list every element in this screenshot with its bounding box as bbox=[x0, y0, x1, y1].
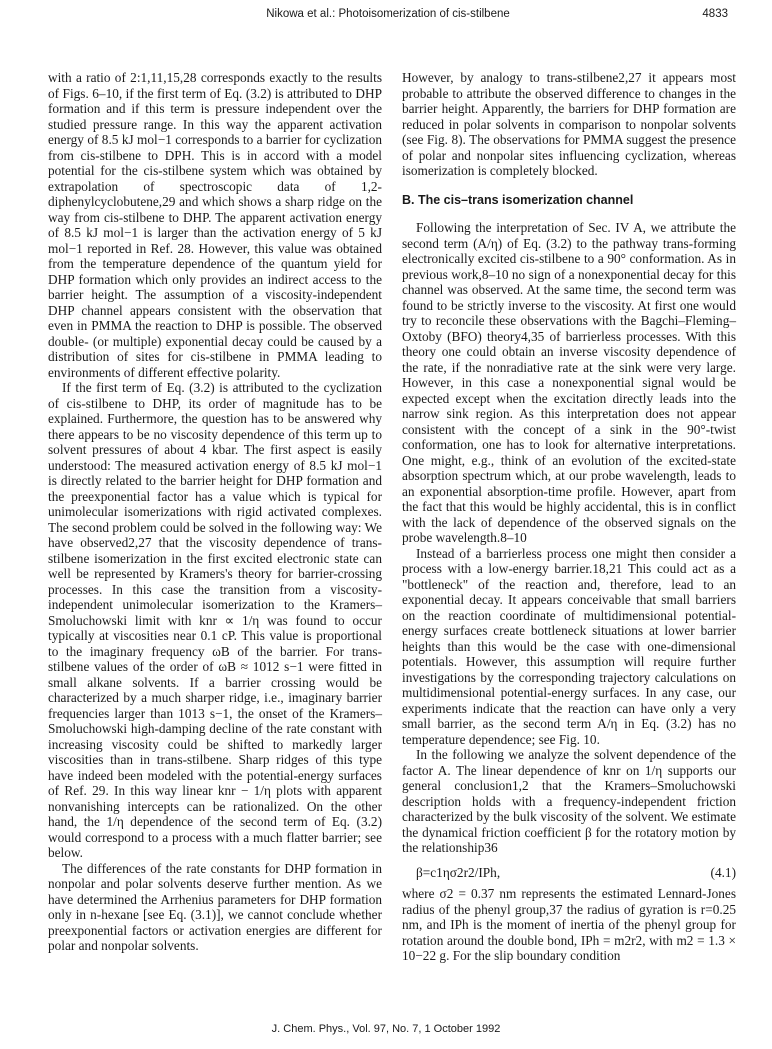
paragraph: where σ2 = 0.37 nm represents the estimated Lennard-Jones radius of the phenyl group,37 the radius of gyration is r=0.25 nm, and IPh is the moment of inertia of the phenyl group for rotation around the double bond, IPh = m2r2, with m2 = 1.3 × 10−22 g. For the slip boundary condition bbox=[402, 886, 736, 963]
paragraph: Following the interpretation of Sec. IV A, we attribute the second term (A/η) of Eq. (3.2) to the pathway trans-forming electronically excited cis-stilbene to a 90° conformation. As in previous work,8–10 no sign of a nonexponential decay for this channel was observed. At the same time, the second term was found to be strictly inverse to the viscosity. At first one would try to reconcile these observations with the Bagchi–Fleming–Oxtoby (BFO) theory4,35 of barrierless processes. With this theory one could obtain an inverse viscosity dependence of the rate, if the nonradiative rate at the sink were very large. However, in this case a nonexponential signal would be expected except when the excitation directly leads into the narrow sink region. As this interpretation does not appear consistent with the concept of a sink in the 90°-twist conformation, one has to look for alternative interpretations. One might, e.g., think of an evolution of the excited-state absorption spectrum which, at our probe wavelength, leads to an exponential absorption-time profile. However, apart from the fact that this would be highly accidental, this is in conflict with the lack of dependence of the observed signals on the probe wavelength.8–10 bbox=[402, 220, 736, 545]
equation-4-1 bbox=[402, 865, 736, 881]
left-column bbox=[48, 70, 382, 954]
right-column bbox=[402, 70, 736, 964]
running-title: Nikowa et al.: Photoisomerization of cis-stilbene bbox=[266, 8, 510, 20]
running-header bbox=[48, 8, 728, 26]
equation-number: (4.1) bbox=[710, 864, 736, 880]
equation-body: β=c1ησ2r2/IPh, bbox=[416, 864, 501, 880]
paragraph: with a ratio of 2:1,11,15,28 corresponds exactly to the results of Figs. 6–10, if the first term of Eq. (3.2) is attributed to DHP formation and if this term is pressure independent over the studied pressure range. In this way the apparent activation energy of 8.5 kJ mol−1 corresponds to a barrier for cyclization from cis-stilbene to DPH. This is in accord with a model potential for the cis-stilbene system which was obtained by extrapolation of spectroscopic data of 1,2-diphenylcyclobutene,29 and which shows a sharp ridge on the way from cis-stilbene to DHP. The apparent activation energy of 8.5 kJ mol−1 is larger than the activation energy of 5 kJ mol−1 reported in Ref. 28. However, this value was obtained from the temperature dependence of the quantum yield for DHP formation which only provides an indirect access to the barrier height. The assumption of a viscosity-independent DHP channel appears consistent with the observation that even in PMMA the reaction to DHP is possible. The observed double- (or multiple) exponential decay could be caused by a distribution of sites for cis-stilbene in PMMA leading to environments of different effective polarity. bbox=[48, 70, 382, 380]
paragraph: The differences of the rate constants for DHP formation in nonpolar and polar solvents deserve further mention. As we have determined the Arrhenius parameters for DHP formation only in n-hexane [see Eq. (3.1)], we cannot conclude whether preexponential factors or activation energies are different for polar and nonpolar solvents. bbox=[48, 860, 382, 953]
paragraph: If the first term of Eq. (3.2) is attributed to the cyclization of cis-stilbene to DHP, its order of magnitude has to be explained. Furthermore, the question has to be answered why there appears to be no viscosity dependence of this term up to solvent pressures of about 4 kbar. The first aspect is easily understood: The measured activation energy of 8.5 kJ mol−1 is directly related to the barrier height for DHP formation and the preexponential factor has a value which is typical for unimolecular isomerizations with rigid activated complexes. The second problem could be solved in the following way: We have observed2,27 that the viscosity dependence of trans-stilbene isomerization in the first excited electronic state can well be represented by Kramers's theory for barrier-crossing processes. In this case the transition from a viscosity-independent unimolecular isomerization to the Kramers–Smoluchowski limit with knr ∝ 1/η was found to occur typically at viscosities near 0.1 cP. This value is proportional to the imaginary frequency ωB of the barrier. For trans-stilbene values of the order of ωB ≈ 1012 s−1 were fitted in small alkane solvents. If a barrier crossing would be characterized by a much sharper ridge, i.e., imaginary barrier frequencies larger than 1013 s−1, the onset of the Kramers–Smoluchowski high-damping decline of the rate constant with increasing viscosity could be shifted to markedly larger viscosities than in trans-stilbene. Sharp ridges of this type have indeed been modeled with the potential-energy surfaces of Ref. 29. In this way linear knr − 1/η plots with apparent nonvanishing intercepts can be rationalized. On the other hand, the 1/η dependence of the second term of Eq. (3.2) would correspond to a process with a much flatter barrier; see below. bbox=[48, 380, 382, 860]
paragraph: Instead of a barrierless process one might then consider a process with a low-energy barrier.18,21 This could act as a "bottleneck" of the reaction and, therefore, lead to an exponential decay. It appears conceivable that small barriers on the reaction coordinate of multidimensional potential-energy surfaces create bottleneck situations at lower barrier heights than this would be the case with one-dimensional potentials. However, this assumption will require further investigations by the corresponding trajectory calculations on multidimensional potential-energy surfaces. In any case, our experiments indicate that the reaction can have only a very small barrier, as the second term A/η in Eq. (3.2) has no temperature dependence; see Fig. 10. bbox=[402, 545, 736, 747]
page-number: 4833 bbox=[702, 8, 728, 20]
journal-footer: J. Chem. Phys., Vol. 97, No. 7, 1 October 1992 bbox=[271, 1023, 501, 1035]
paragraph: In the following we analyze the solvent dependence of the factor A. The linear dependence of knr on 1/η supports our general conclusion1,2 that the Kramers–Smoluchowski description holds with a frequency-independent friction characterized by the bulk viscosity of the solvent. We estimate the dynamical friction coefficient β for the rotatory motion by the relationship36 bbox=[402, 747, 736, 855]
section-heading: B. The cis–trans isomerization channel bbox=[402, 192, 634, 207]
paragraph: However, by analogy to trans-stilbene2,27 it appears most probable to attribute the observed difference to changes in the barrier height. Apparently, the barriers for DHP formation are reduced in polar solvents in comparison to nonpolar solvents (see Fig. 8). The observations for PMMA suggest the presence of polar and nonpolar sites influencing cyclization, whereas isomerization is completely blocked. bbox=[402, 70, 736, 178]
